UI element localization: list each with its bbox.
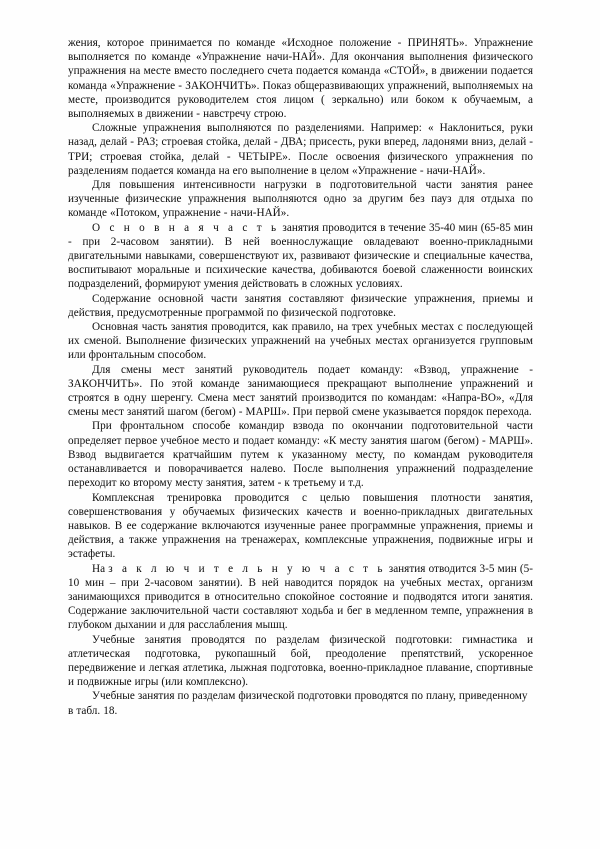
lead-in-spaced-zaklyuchitelnuyu: з а к л ю ч и т е л ь н у ю (108, 562, 314, 575)
lead-in-spaced-osnovnaya: О с н о в н а я (92, 221, 207, 234)
lead-in-plain-na: На (92, 562, 109, 575)
paragraph-5: Содержание основной части занятия составляют физические упражнения, приемы и действия, предусмотренные программой по физической подготовке. (68, 292, 533, 319)
paragraph-7: Для смены мест занятий руководитель подает команду: «Взвод, упражнение - ЗАКОНЧИТЬ». По этой команде занимающиеся прекращают выполнение упражнений и строятся в одну шеренгу. Смена мест занятий производится по командам: «Напра-ВО», «Для смены мест занятий шагом (бегом) - МАРШ». При первой смене указывается порядок перехода. (68, 363, 533, 419)
paragraph-12: Учебные занятия по разделам физической подготовки проводятся по плану, приведенному в табл. 18. (68, 690, 528, 717)
paragraph-3: Для повышения интенсивности нагрузки в подготовительной части занятия ранее изученные физические упражнения выполняются одно за другим без пауз для отдыха по команде «Потоком, упражнение - начи-НАЙ». (68, 179, 533, 220)
paragraph-6: Основная часть занятия проводится, как правило, на трех учебных местах с последующей их сменой. Выполнение физических упражнений на учебных местах организуется групповым или фронтальным способом. (68, 321, 533, 362)
paragraph-8: При фронтальном способе командир взвода по окончании подготовительной части определяет первое учебное место и подает команду: «К месту занятия шагом (бегом) - МАРШ». Взвод выдвигается кратчайшим путем к указанному месту, по командам руководителя останавливается и поворачивается налево. После выполнения упражнений подразделение переходит ко второму месту занятия, затем - к третьему и т.д. (68, 420, 533, 490)
paragraph-9: Комплексная тренировка проводится с целью повышения плотности занятия, совершенствования у обучаемых физических качеств и военно-прикладных двигательных навыков. В ее содержание включаются изученные ранее программные упражнения, приемы и действия, а также упражнения на тренажерах, комплексные упражнения, подвижные игры и эстафеты. (68, 491, 533, 561)
paragraph-1: жения, которое принимается по команде «Исходное положение - ПРИНЯТЬ». Упражнение выполняется по команде «Упражнение начи-НАЙ». Для окончания выполнения физического упражнения на месте вместо последнего счета подается команда «СТОЙ», в движении подается команда «Упражнение - ЗАКОНЧИТЬ». Показ общеразвивающих упражнений, выполняемых на месте, производится руководителем стоя лицом ( зеркально) или боком к обучаемым, а выполняемых в движении - навстречу строю. (68, 37, 533, 121)
paragraph-10-body: занятия отводится 3-5 мин (5-10 мин – при 2-часовом занятии). В ней наводится порядок на учебных местах, организм занимающихся приводится в относительно спокойное состояние и подводятся итоги занятия. Содержание заключительной части составляют ходьба и бег в медленном темпе, упражнения в глубоком дыхании и для расслабления мышц. (68, 562, 534, 632)
paragraph-4-body: занятия проводится в течение 35-40 мин (65-85 мин - при 2-часовом занятии). В ней военнослужащие овладевают военно-прикладными двигательными навыками, совершенствуют их, развивают физические и специальные качества, воспитывают моральные и психические качества, добиваются боевой слаженности воинских подразделений, формируют умения действовать в сложных условиях. (68, 221, 534, 291)
paragraph-11: Учебные занятия проводятся по разделам физической подготовки: гимнастика и атлетическая подготовка, рукопашный бой, преодоление препятствий, ускоренное передвижение и легкая атлетика, лыжная подготовка, военно-прикладное плавание, спортивные и подвижные игры (или комплексно). (68, 633, 533, 689)
text-column (68, 36, 533, 718)
lead-in-spaced-chast: ч а с т ь (213, 221, 280, 234)
paragraph-4 (68, 221, 533, 292)
paragraph-2: Сложные упражнения выполняются по разделениями. Например: « Наклониться, руки назад, делай - РАЗ; строевая стойка, делай - ДВА; присесть, руки вперед, ладонями вниз, делай - ТРИ; строевая стойка, делай - ЧЕТЫРЕ». После освоения физического упражнения по разделениям подается команда на его выполнение в целом «Упражнение - начи-НАЙ». (68, 122, 533, 177)
paragraph-10 (68, 562, 533, 633)
lead-in-spaced-chast-2: ч а с т ь (319, 562, 386, 575)
